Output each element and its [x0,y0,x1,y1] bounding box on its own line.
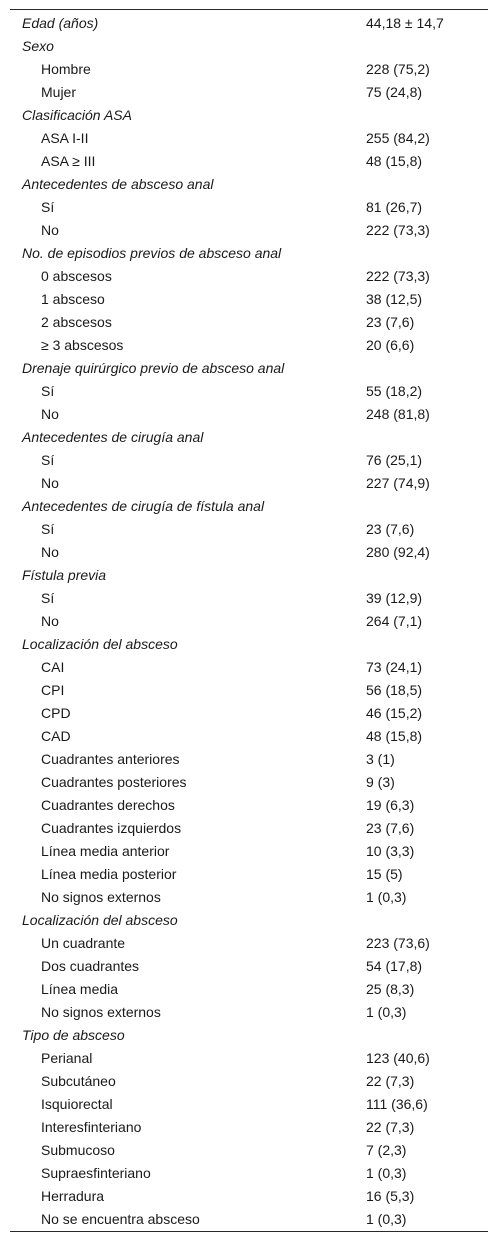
row-label: Mujer [41,84,77,100]
row-label: Clasificación ASA [22,107,132,123]
row-value: 9 (3) [366,774,395,790]
row-label: Sí [41,383,55,399]
table-row [10,886,488,909]
table-row [10,932,488,955]
table-row [10,518,488,541]
row-value: 46 (15,2) [366,705,423,721]
row-value: 228 (75,2) [366,61,430,77]
row-label: Línea media anterior [41,843,170,859]
row-label: Interesfinteriano [41,1119,142,1135]
table-row [10,955,488,978]
table-row [10,610,488,633]
table-row [10,58,488,81]
table-row [10,978,488,1001]
row-value: 123 (40,6) [366,1050,430,1066]
row-value: 15 (5) [366,866,403,882]
table-row [10,334,488,357]
row-value: 20 (6,6) [366,337,415,353]
row-label: No [41,475,59,491]
row-value: 1 (0,3) [366,1165,407,1181]
row-value: 1 (0,3) [366,1004,407,1020]
row-label: Cuadrantes izquierdos [41,820,182,836]
row-label: No [41,613,59,629]
row-value: 81 (26,7) [366,199,423,215]
row-label: Sí [41,199,55,215]
row-label: No signos externos [41,889,161,905]
row-label: Línea media posterior [41,866,177,882]
row-label: Supraesfinteriano [41,1165,151,1181]
table-section-row [10,357,488,380]
table-row [10,725,488,748]
row-label: No se encuentra absceso [41,1211,200,1227]
table-row [10,863,488,886]
row-value: 255 (84,2) [366,130,430,146]
table-row [10,587,488,610]
table-row [10,1070,488,1093]
row-label: No [41,544,59,560]
row-label: Cuadrantes derechos [41,797,175,813]
table-row [10,679,488,702]
row-value: 44,18 ± 14,7 [366,15,444,31]
table-row [10,748,488,771]
row-value: 73 (24,1) [366,659,423,675]
table-section-row [10,564,488,587]
row-label: Línea media [41,981,119,997]
row-label: ASA I-II [41,130,89,146]
row-label: Cuadrantes anteriores [41,751,180,767]
row-label: Localización del absceso [22,636,178,652]
table-section-row [10,35,488,58]
row-value: 23 (7,6) [366,314,415,330]
table-row [10,403,488,426]
row-value: 3 (1) [366,751,395,767]
table-row [10,196,488,219]
table-section-row [10,173,488,196]
table-row [10,127,488,150]
table-section-row [10,1024,488,1047]
row-value: 22 (7,3) [366,1119,415,1135]
table-row [10,541,488,564]
table-row [10,794,488,817]
table-row [10,449,488,472]
row-value: 55 (18,2) [366,383,423,399]
table-row [10,265,488,288]
table-row [10,288,488,311]
table-row [10,1001,488,1024]
row-value: 1 (0,3) [366,1211,407,1227]
row-label: Sexo [22,38,54,54]
table-row [10,771,488,794]
row-value: 48 (15,8) [366,728,423,744]
row-value: 227 (74,9) [366,475,430,491]
table-section-row [10,104,488,127]
row-label: Hombre [41,61,91,77]
row-value: 38 (12,5) [366,291,423,307]
row-value: 19 (6,3) [366,797,415,813]
table-section-row [10,426,488,449]
row-value: 264 (7,1) [366,613,423,629]
row-label: Herradura [41,1188,105,1204]
row-label: 1 absceso [41,291,105,307]
row-value: 111 (36,6) [366,1096,428,1112]
table-row [10,1139,488,1162]
row-value: 76 (25,1) [366,452,423,468]
row-label: Antecedentes de absceso anal [22,176,214,192]
row-value: 7 (2,3) [366,1142,407,1158]
row-label: No [41,406,59,422]
row-label: CAD [41,728,71,744]
row-label: CAI [41,659,65,675]
row-label: No. de episodios previos de absceso anal [22,245,282,261]
table-row [10,81,488,104]
row-value: 16 (5,3) [366,1188,415,1204]
row-label: Antecedentes de cirugía de fístula anal [22,498,265,514]
table-row [10,1208,488,1231]
table-section-row [10,12,488,35]
row-label: 2 abscesos [41,314,112,330]
row-value: 54 (17,8) [366,958,423,974]
row-value: 1 (0,3) [366,889,407,905]
row-label: Cuadrantes posteriores [41,774,187,790]
table-row [10,817,488,840]
row-label: Sí [41,590,55,606]
row-value: 22 (7,3) [366,1073,415,1089]
row-label: Fístula previa [22,567,107,583]
row-value: 222 (73,3) [366,268,430,284]
row-label: CPD [41,705,71,721]
table-row [10,219,488,242]
table-row [10,1185,488,1208]
row-label: Sí [41,452,55,468]
row-value: 23 (7,6) [366,521,415,537]
row-label: Dos cuadrantes [41,958,140,974]
table-row [10,472,488,495]
row-value: 39 (12,9) [366,590,423,606]
row-label: CPI [41,682,65,698]
row-label: No signos externos [41,1004,161,1020]
table-row [10,380,488,403]
table-row [10,150,488,173]
row-value: 280 (92,4) [366,544,430,560]
row-label: ≥ 3 abscesos [41,337,124,353]
row-label: Perianal [41,1050,93,1066]
row-value: 10 (3,3) [366,843,415,859]
table-row [10,840,488,863]
row-value: 248 (81,8) [366,406,430,422]
row-label: Antecedentes de cirugía anal [22,429,204,445]
row-label: Isquiorectal [41,1096,113,1112]
table-row [10,1162,488,1185]
table-row [10,1093,488,1116]
table-section-row [10,633,488,656]
row-label: ASA ≥ III [41,153,96,169]
row-label: Tipo de absceso [22,1027,125,1043]
table-row [10,656,488,679]
data-table [10,9,488,1232]
row-label: Drenaje quirúrgico previo de absceso anal [22,360,285,376]
table-row [10,1047,488,1070]
row-value: 23 (7,6) [366,820,415,836]
row-label: Subcutáneo [41,1073,116,1089]
row-value: 25 (8,3) [366,981,415,997]
table-section-row [10,909,488,932]
row-value: 222 (73,3) [366,222,430,238]
row-value: 48 (15,8) [366,153,423,169]
row-label: Un cuadrante [41,935,126,951]
row-label: No [41,222,59,238]
row-value: 56 (18,5) [366,682,423,698]
row-value: 75 (24,8) [366,84,423,100]
row-label: 0 abscesos [41,268,112,284]
row-label: Submucoso [41,1142,115,1158]
row-label: Localización del absceso [22,912,178,928]
table-row [10,1116,488,1139]
table-section-row [10,495,488,518]
row-label: Sí [41,521,55,537]
row-value: 223 (73,6) [366,935,430,951]
table-row [10,702,488,725]
table-row [10,311,488,334]
row-label: Edad (años) [22,15,99,31]
table-section-row [10,242,488,265]
